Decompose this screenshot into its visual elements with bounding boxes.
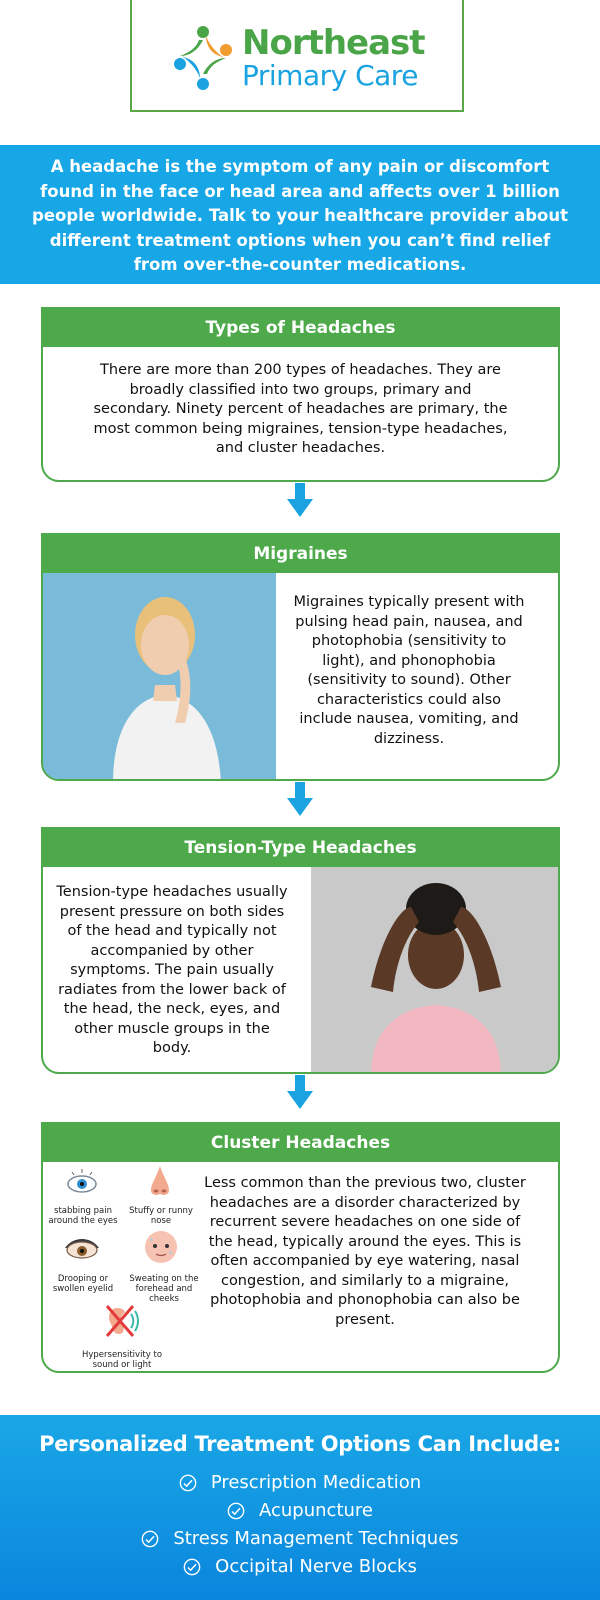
check-circle-icon (227, 1502, 245, 1520)
check-circle-icon (183, 1558, 201, 1576)
types-title: Types of Headaches (43, 309, 558, 347)
swollen-eyelid-icon (63, 1232, 101, 1262)
treatment-title: Personalized Treatment Options Can Include: (39, 1432, 561, 1456)
down-arrow-icon (287, 483, 313, 517)
types-card (41, 307, 560, 482)
treatment-option-label: Prescription Medication (210, 1472, 422, 1493)
cluster-card (41, 1122, 560, 1373)
check-circle-icon (141, 1530, 159, 1548)
treatment-option-label: Stress Management Techniques (173, 1528, 459, 1549)
nose-icon (147, 1164, 173, 1198)
symptom-eye-pain-label: stabbing pain around the eyes (48, 1206, 118, 1226)
logo-figures-icon (168, 22, 238, 92)
cluster-title: Cluster Headaches (43, 1124, 558, 1162)
logo-name-line2: Primary Care (242, 59, 418, 92)
eye-pain-icon (65, 1168, 99, 1196)
treatment-option (0, 1525, 600, 1553)
tension-title: Tension-Type Headaches (43, 829, 558, 867)
hypersensitivity-icon (103, 1304, 141, 1338)
check-circle-icon (179, 1474, 197, 1492)
down-arrow-icon (287, 1075, 313, 1109)
treatment-option-label: Acupuncture (259, 1500, 373, 1521)
treatment-option (0, 1497, 600, 1525)
migraine-woman-photo (43, 573, 276, 781)
logo-container (130, 0, 464, 112)
tension-woman-illustration (311, 867, 560, 1074)
symptom-nose-label: Stuffy or runny nose (129, 1206, 193, 1226)
intro-banner: A headache is the symptom of any pain or discomfort found in the face or head area and affects over 1 billion people worldwide. Talk to your healthcare provider about different treatment options when you can’t find relief from over-the-counter medications. (0, 145, 600, 284)
cluster-text: Less common than the previous two, cluster headaches are a disorder characterized by recurrent severe headaches on one side of the head, typically around the eyes. This is often accompanied by eye watering, nasal congestion, and similarly to a migraine, photophobia and phonophobia can also be present. (204, 1175, 526, 1328)
treatment-section (0, 1415, 600, 1600)
logo-text (242, 23, 425, 92)
down-arrow-icon (287, 782, 313, 816)
migraines-title: Migraines (43, 535, 558, 573)
treatment-option (0, 1469, 600, 1497)
tension-card (41, 827, 560, 1074)
symptom-eyelid-label: Drooping or swollen eyelid (52, 1274, 114, 1294)
symptom-sensitivity-label: Hypersensitivity to sound or light (81, 1350, 163, 1370)
treatment-options-list (0, 1469, 600, 1581)
symptom-sweat-label: Sweating on the forehead and cheeks (129, 1274, 199, 1304)
tension-text: Tension-type headaches usually present pressure on both sides of the head and typically not accompanied by other symptoms. The pain usually radiates from the lower back of the head, the neck, eyes, and other muscle groups in the body. (56, 884, 288, 1056)
tension-woman-photo (311, 867, 560, 1074)
types-text: There are more than 200 types of headaches. They are broadly classified into two groups, primary and secondary. Ninety percent of headaches are primary, the most common being migraines, tension-type headaches, and cluster headaches. (93, 362, 508, 456)
logo-name-line1: Northeast (242, 23, 425, 63)
migraines-text: Migraines typically present with pulsing head pain, nausea, and photophobia (sensitivity to light), and phonophobia (sensitivity to sound). Other characteristics could also include nausea, vomiting, and dizziness. (293, 594, 525, 747)
treatment-option-label: Occipital Nerve Blocks (215, 1556, 417, 1577)
migraine-woman-illustration (43, 573, 276, 781)
migraines-card (41, 533, 560, 781)
treatment-option (0, 1553, 600, 1581)
sweating-face-icon (143, 1229, 179, 1265)
